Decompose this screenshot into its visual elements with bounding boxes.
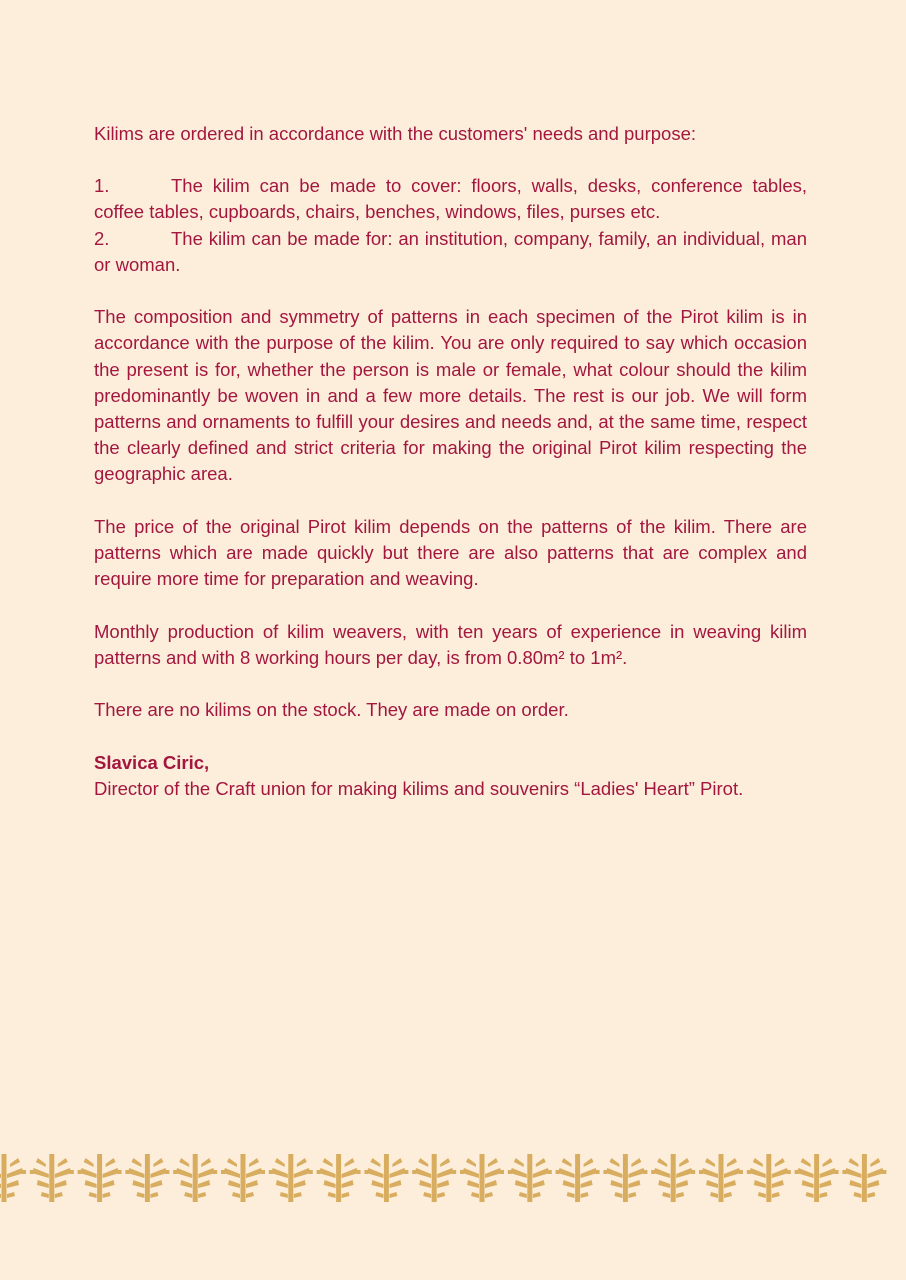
ornament-motif-icon [412,1154,456,1202]
ornament-motif-icon [795,1154,839,1202]
list-item-2 [94,226,807,278]
ornament-motif-icon [125,1154,169,1202]
composition-paragraph: The composition and symmetry of patterns in each specimen of the Pirot kilim is in accordance with the purpose of the kilim. You are only required to say which occasion the present is for, whether the person is male or female, what colour should the kilim predominantly be woven in and a few more details. The rest is our job. We will form patterns and ornaments to fulfill your desires and needs and, at the same time, respect the clearly defined and strict criteria for making the original Pirot kilim respecting the geographic area. [94,306,807,485]
ornament-motif-icon [0,1154,26,1202]
kilim-motif-border-icon [0,1152,906,1204]
signature-block [94,750,807,802]
ornament-motif-icon [699,1154,743,1202]
signature-title: Director of the Craft union for making kilims and souvenirs “Ladies' Heart” Pirot. [94,777,744,799]
list-text: The kilim can be made to cover: floors, walls, desks, conference tables, coffee tables, cupboards, chairs, benches, windows, files, purses etc. [94,175,807,223]
list-item-1 [94,173,807,225]
ornament-motif-icon [173,1154,217,1202]
ornament-motif-icon [603,1154,647,1202]
ornament-motif-icon [269,1154,313,1202]
signature-name: Slavica Ciric, [94,751,210,773]
production-paragraph: Monthly production of kilim weavers, with ten years of experience in weaving kilim patterns and with 8 working hours per day, is from 0.80m² to 1m². [94,620,807,668]
document-body [94,121,807,802]
ornament-motif-icon [221,1154,265,1202]
ornament-motif-icon [317,1154,361,1202]
price-paragraph: The price of the original Pirot kilim depends on the patterns of the kilim. There are patterns which are made quickly but there are also patterns that are complex and require more time for preparation and weaving. [94,515,807,590]
ornament-motif-icon [842,1154,886,1202]
stock-paragraph: There are no kilims on the stock. They are made on order. [94,699,569,721]
ornament-motif-icon [460,1154,504,1202]
ornament-motif-icon [78,1154,122,1202]
ornament-motif-icon [556,1154,600,1202]
list-number: 1. [94,175,110,197]
ornament-motif-icon [651,1154,695,1202]
list-text: The kilim can be made for: an institution, company, family, an individual, man or woman. [94,227,807,275]
ornament-motif-icon [747,1154,791,1202]
ornament-motif-icon [508,1154,552,1202]
ornament-motif-icon [364,1154,408,1202]
list-number: 2. [94,227,110,249]
intro-text: Kilims are ordered in accordance with the customers' needs and purpose: [94,123,697,144]
ornament-motif-icon [30,1154,74,1202]
